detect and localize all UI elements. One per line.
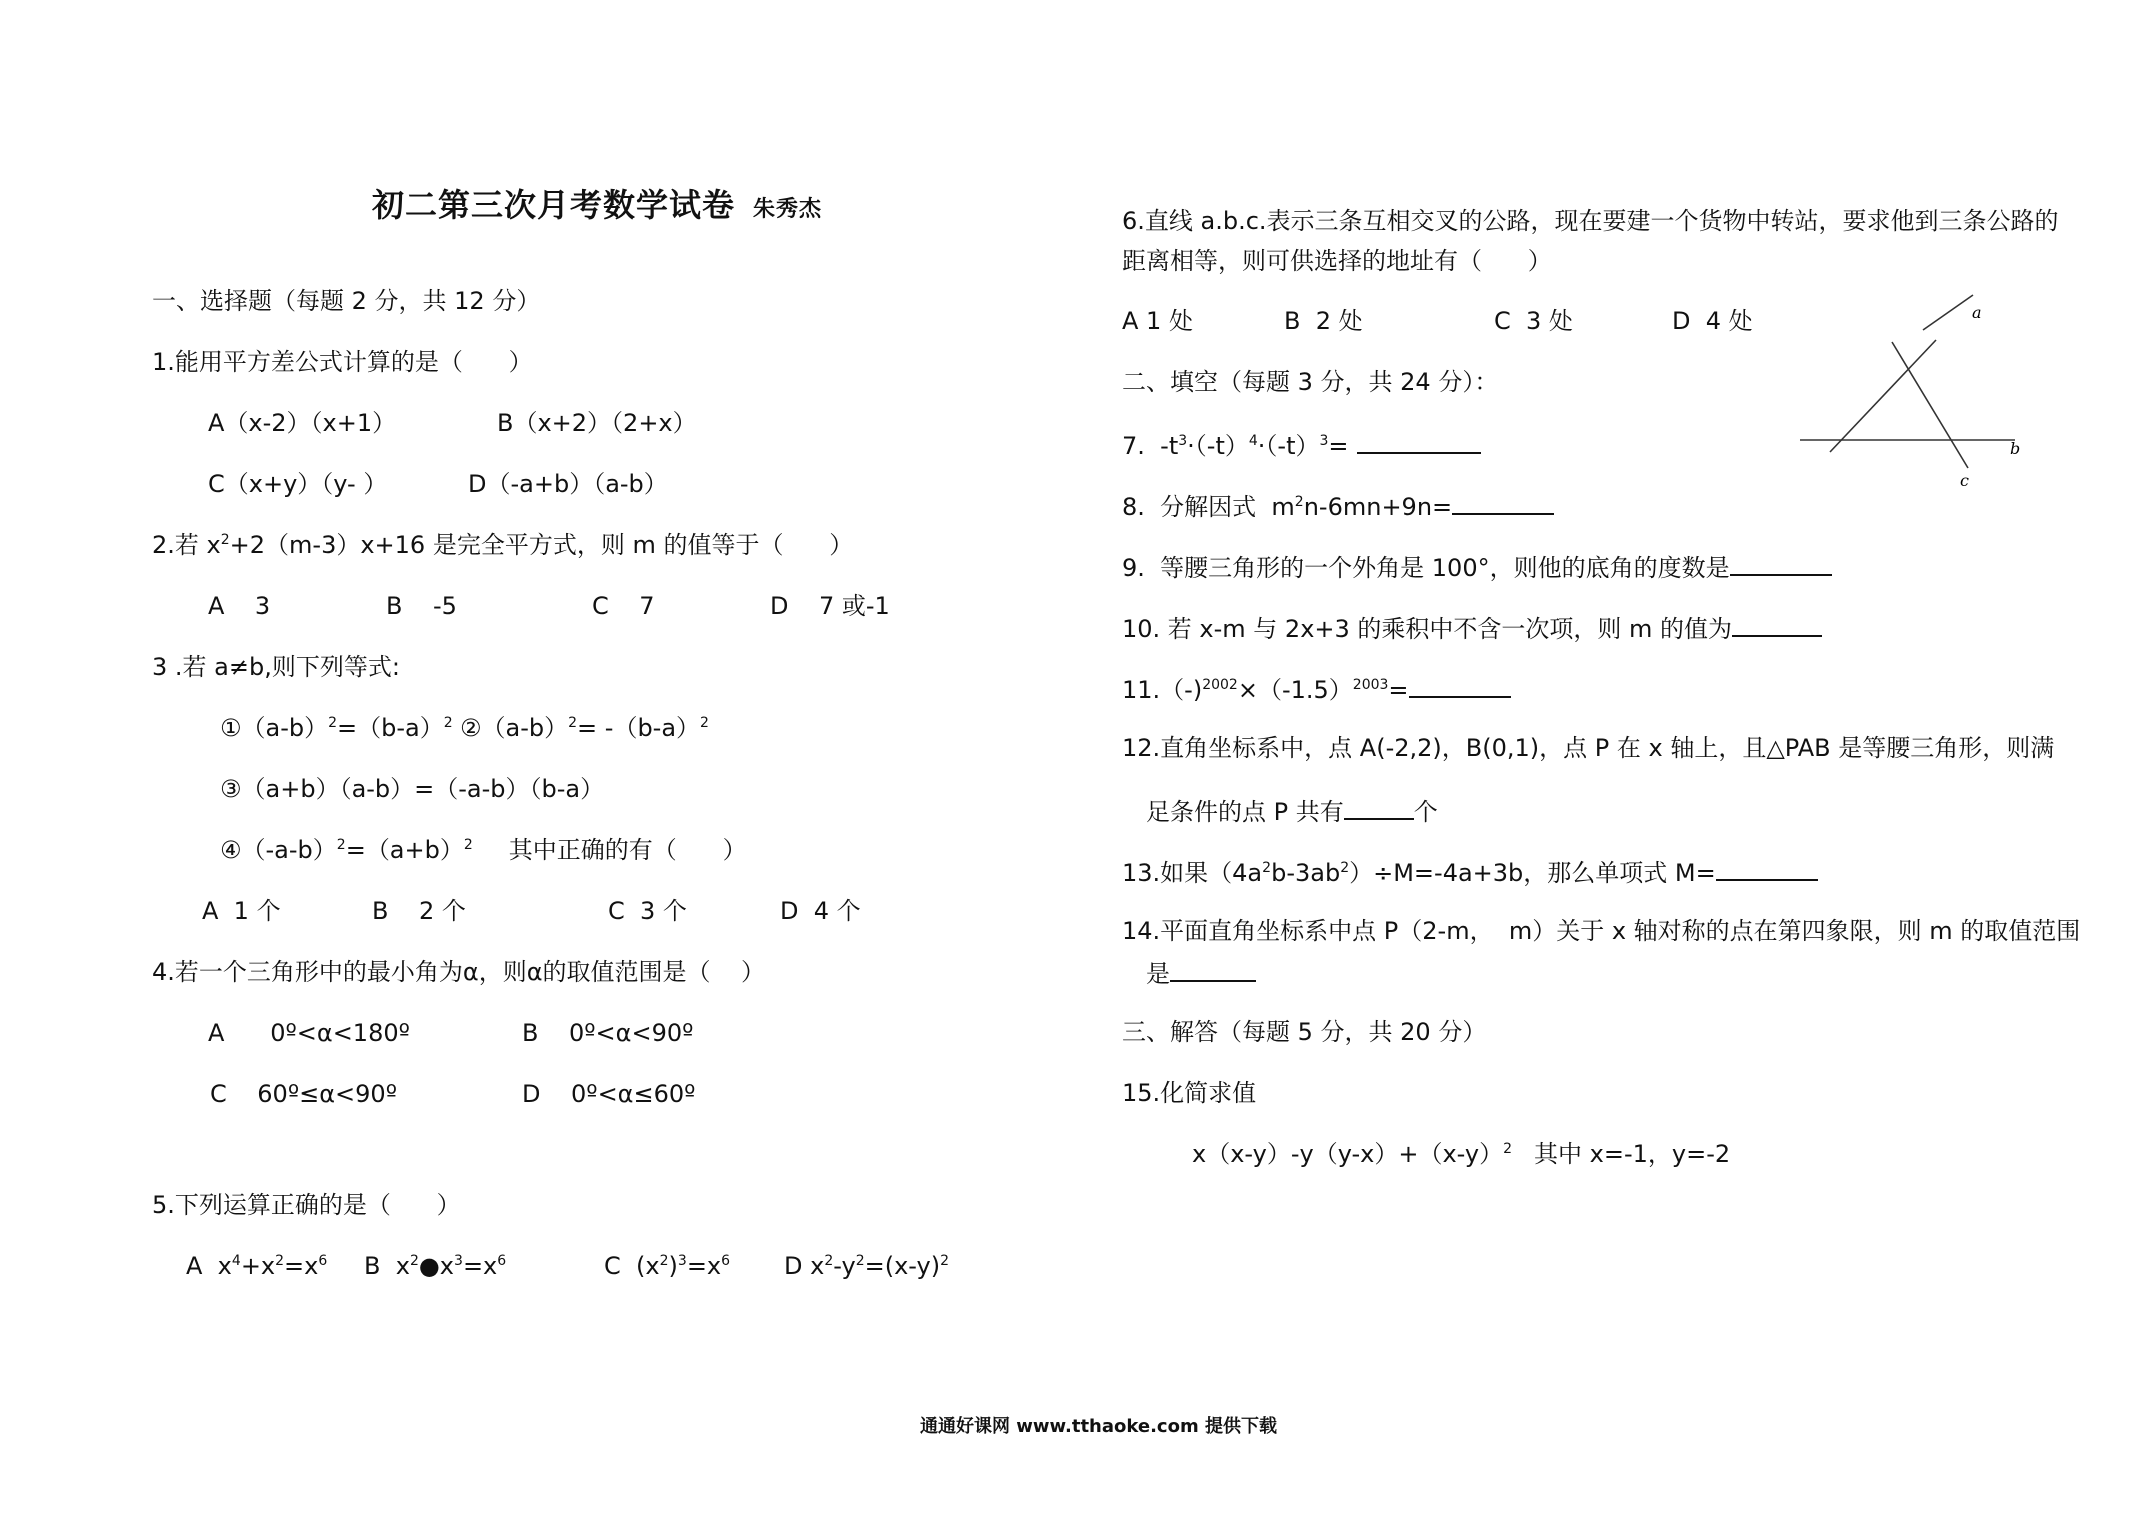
q5-c-e2: 3 [677,1253,687,1269]
q5-b-e2: 3 [454,1253,463,1269]
q4-option-d: D 0º<α≤60º [522,1080,696,1108]
q2-text-a: 2.若 x [152,531,221,559]
q11-p3: = [1388,676,1409,704]
q11-e1: 2002 [1202,677,1238,693]
q1-option-a: A（x-2）（x+1） [208,409,397,437]
question-11 [1122,672,1511,705]
q5-option-b [364,1251,506,1281]
q7-e3: 3 [1319,433,1329,449]
q5-d-e2: 2 [855,1253,865,1269]
line-c [1892,342,1968,468]
q5-b-p2: ●x [418,1252,455,1280]
q5-a-p3: =x [284,1252,319,1280]
q4-option-c: C 60º≤α<90º [210,1080,398,1108]
label-c: c [1960,471,1969,490]
q14-text: 是 [1146,960,1170,988]
q11-p1: 11.（-) [1122,676,1203,704]
q13-p2: b-3ab [1271,859,1341,887]
q13-p1: 13.如果（4a [1122,859,1263,887]
q3-s2-exp1: 2 [568,715,578,731]
q3-s2-right: = -（b-a） [577,714,701,742]
section-2-heading: 二、填空（每题 3 分，共 24 分）： [1122,368,1499,396]
q5-c-p3: =x [686,1252,722,1280]
q4-option-a: A 0º<α<180º [208,1019,410,1047]
line-a [1923,295,1973,330]
q6-option-d: D 4 处 [1672,307,1753,335]
question-14-line-2 [1146,956,1256,989]
q3-s1-exp1: 2 [328,715,338,731]
q5-a-e3: 6 [318,1253,328,1269]
page-footer: 通通好课网 www.tthaoke.com 提供下载 [920,1416,1277,1437]
label-a: a [1972,303,1982,322]
q5-option-c [604,1251,730,1281]
q6-option-b: B 2 处 [1284,307,1363,335]
question-10 [1122,611,1822,644]
q4-option-b: B 0º<α<90º [522,1019,694,1047]
q3-s1-right: =（b-a） [337,714,444,742]
q2-text-b: +2（m-3）x+16 是完全平方式，则 m 的值等于（ ） [229,531,854,559]
q1-option-c: C（x+y）（y- ） [208,470,388,498]
q3-option-a: A 1 个 [202,897,281,925]
q3-s4-question: 其中正确的有（ ） [508,836,747,864]
q2-option-a: A 3 [208,592,271,620]
q7-e1: 3 [1178,433,1188,449]
q2-option-d: D 7 或-1 [770,592,890,620]
question-12-line-1: 12.直角坐标系中，点 A(-2,2)，B(0,1)，点 P 在 x 轴上，且△PAB 是等腰三角形，则满 [1122,734,2055,762]
q3-statement-4 [220,835,747,865]
question-5: 5.下列运算正确的是（ ） [152,1191,461,1219]
q8-answer-blank[interactable] [1452,489,1554,515]
q5-a-e1: 4 [231,1253,241,1269]
question-13 [1122,855,1818,888]
q3-s4-right: =（a+b） [345,836,464,864]
q11-e2: 2003 [1352,677,1389,693]
question-8 [1122,489,1554,522]
q7-answer-blank[interactable] [1357,428,1481,454]
q1-option-b: B（x+2）（2+x） [497,409,697,437]
author-name: 朱秀杰 [753,197,823,222]
q5-d-p3: =(x-y) [864,1252,941,1280]
q10-text: 10. 若 x-m 与 2x+3 的乘积中不含一次项，则 m 的值为 [1122,615,1733,643]
question-14-line-1: 14.平面直角坐标系中点 P（2-m， m）关于 x 轴对称的点在第四象限，则 m 的取值范围 [1122,917,2081,945]
q15-p1: x（x-y）-y（y-x）+（x-y） [1192,1140,1504,1168]
q11-answer-blank[interactable] [1409,672,1511,698]
q14-answer-blank[interactable] [1170,956,1256,982]
q2-option-b: B -5 [386,592,457,620]
q5-a-p1: A x [186,1252,232,1280]
q7-p3: ·（-t） [1257,432,1320,460]
q12-text: 足条件的点 P 共有 [1146,798,1344,826]
question-3: 3 .若 a≠b,则下列等式: [152,653,400,681]
section-3-heading: 三、解答（每题 5 分，共 20 分） [1122,1018,1487,1046]
q3-s1-left: ①（a-b） [220,714,329,742]
line-side-left [1830,340,1936,452]
question-6-line-1: 6.直线 a.b.c.表示三条互相交叉的公路，现在要建一个货物中转站，要求他到三条公路的 [1122,207,2059,235]
q3-statement-3: ③（a+b）（a-b）=（-a-b）（b-a） [220,775,605,803]
q3-s1-exp2: 2 [443,715,453,731]
three-lines-figure [1790,290,2030,490]
page-title [372,180,822,226]
q3-s2-left: ②（a-b） [460,714,569,742]
question-6-line-2: 距离相等，则可供选择的地址有（ ） [1122,247,1552,275]
q6-option-a: A 1 处 [1122,307,1193,335]
q13-e1: 2 [1262,860,1272,876]
q7-e2: 4 [1248,433,1258,449]
q5-b-p3: =x [462,1252,498,1280]
q3-s4-left: ④（-a-b） [220,836,337,864]
title-text: 初二第三次月考数学试卷 [372,186,736,224]
q15-e1: 2 [1503,1141,1513,1157]
q13-p3: ）÷M=-4a+3b，那么单项式 M= [1349,859,1716,887]
q5-d-e1: 2 [824,1253,834,1269]
q5-c-e3: 6 [721,1253,731,1269]
q12-answer-blank[interactable] [1344,794,1414,820]
q8-p1: 8. 分解因式 m [1122,493,1295,521]
q8-e1: 2 [1294,494,1304,510]
q3-statement-1 [220,713,453,743]
q5-d-e3: 2 [940,1253,950,1269]
q2-exponent: 2 [220,532,230,548]
q5-c-e1: 2 [659,1253,669,1269]
q3-statement-2 [460,713,709,743]
q7-p2: ·（-t） [1187,432,1249,460]
question-1: 1.能用平方差公式计算的是（ ） [152,348,533,376]
question-12-line-2 [1146,794,1438,827]
q3-s4-exp1: 2 [336,837,346,853]
q3-s4-exp2: 2 [463,837,473,853]
q5-d-p2: -y [833,1252,856,1280]
q5-b-e1: 2 [409,1253,419,1269]
question-9 [1122,550,1832,583]
q2-option-c: C 7 [592,592,655,620]
q1-option-d: D（-a+b）（a-b） [468,470,668,498]
q13-answer-blank[interactable] [1716,855,1818,881]
q3-option-d: D 4 个 [780,897,861,925]
q15-expression [1192,1139,1730,1169]
section-1-heading: 一、选择题（每题 2 分，共 12 分） [152,287,541,315]
q7-p1: 7. -t [1122,432,1179,460]
q13-e2: 2 [1340,860,1350,876]
q7-p4: = [1328,432,1349,460]
q8-p2: n-6mn+9n= [1303,493,1453,521]
q5-d-p1: D x [784,1252,825,1280]
q5-a-p2: +x [240,1252,276,1280]
q5-b-e3: 6 [497,1253,507,1269]
q12-tail: 个 [1413,798,1438,826]
q5-option-a [186,1251,327,1281]
q5-c-p2: ) [668,1252,678,1280]
q3-option-b: B 2 个 [372,897,466,925]
question-7 [1122,428,1481,461]
q5-b-p1: B x [364,1252,410,1280]
q11-p2: ×（-1.5） [1237,676,1353,704]
q5-option-d [784,1251,949,1281]
question-4: 4.若一个三角形中的最小角为α，则α的取值范围是（ ） [152,958,766,986]
q9-text: 9. 等腰三角形的一个外角是 100°，则他的底角的度数是 [1122,554,1730,582]
q9-answer-blank[interactable] [1730,550,1832,576]
question-2 [152,530,853,560]
q3-s2-exp2: 2 [700,715,709,731]
q3-option-c: C 3 个 [608,897,687,925]
q15-p2: 其中 x=-1，y=-2 [1534,1140,1731,1168]
q10-answer-blank[interactable] [1732,611,1822,637]
label-b: b [2010,439,2021,458]
q6-option-c: C 3 处 [1494,307,1573,335]
q5-a-e2: 2 [275,1253,285,1269]
question-15: 15.化简求值 [1122,1079,1257,1107]
q5-c-p1: C (x [604,1252,660,1280]
